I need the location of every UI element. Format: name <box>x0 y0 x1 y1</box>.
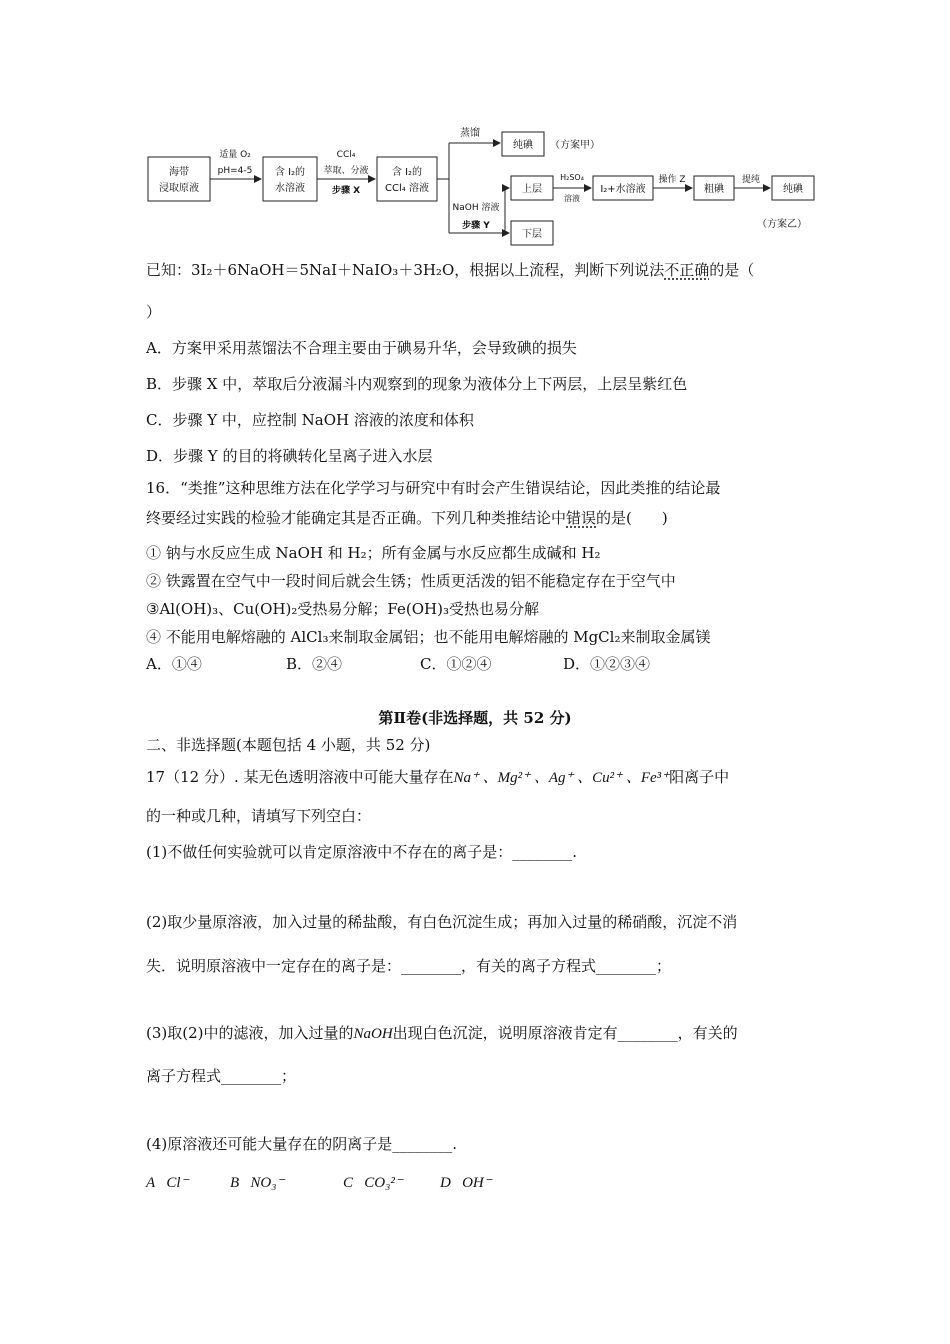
q17-part-1: (1)不做任何实验就可以肯定原溶液中不存在的离子是：________. <box>146 843 578 861</box>
q16-option-c: C．①②④ <box>420 655 492 673</box>
svg-text:纯碘: 纯碘 <box>513 140 533 151</box>
node-iodine-aqueous <box>263 157 317 201</box>
arrow-extract-mid-label: 萃取、分液 <box>323 166 369 176</box>
svg-text:CCl₄ 溶液: CCl₄ 溶液 <box>385 183 429 194</box>
plan-a-label: （方案甲） <box>550 140 600 151</box>
plan-b-label: （方案乙） <box>757 219 807 230</box>
section-ii-subtitle: 二、非选择题(本题包括 4 小题，共 52 分) <box>146 736 431 754</box>
svg-text:上层: 上层 <box>522 184 542 195</box>
q17-part-3-line2: 离子方程式________； <box>146 1067 297 1085</box>
node-crude-iodine <box>694 176 734 200</box>
iodine-extraction-flowchart <box>0 120 950 370</box>
q16-statement-2: ② 铁露置在空气中一段时间后就会生锈；性质更活泼的铝不能稳定存在于空气中 <box>146 572 676 590</box>
q17-stem-line1: 17（12 分）. 某无色透明溶液中可能大量存在Na⁺ 、Mg²⁺ 、Ag⁺ 、Cu²⁺ 、Fe³⁺阳离子中 <box>146 768 730 786</box>
svg-text:水溶液: 水溶液 <box>275 183 305 194</box>
purify-label: 提纯 <box>741 175 761 185</box>
arrow-oxidize-top-label: 适量 O₂ <box>219 150 251 160</box>
node-upper-layer <box>511 176 553 200</box>
q17-part-4: (4)原溶液还可能大量存在的阴离子是________. <box>146 1135 458 1153</box>
svg-text:下层: 下层 <box>522 229 542 240</box>
node-iodine-water <box>593 176 653 200</box>
q15-option-d: D．步骤 Y 的目的将碘转化呈离子进入水层 <box>146 447 433 465</box>
q16-option-b: B．②④ <box>286 655 343 673</box>
arrow-extract-top-label: CCl₄ <box>336 150 356 160</box>
svg-text:浸取原液: 浸取原液 <box>159 183 199 194</box>
q17-part-2-line1: (2)取少量原溶液，加入过量的稀盐酸，有白色沉淀生成；再加入过量的稀硝酸，沉淀不消 <box>146 913 738 931</box>
q17-part-2-line2: 失．说明原溶液中一定存在的离子是：________，有关的离子方程式________； <box>146 957 672 975</box>
operation-z-label: 操作 Z <box>658 175 686 185</box>
step-y-label: 步骤 Y <box>462 221 490 231</box>
q17-option-d: D OH⁻ <box>440 1175 492 1191</box>
node-iodine-ccl4 <box>377 157 437 201</box>
svg-text:含 I₂的: 含 I₂的 <box>391 167 423 178</box>
q16-statement-4: ④ 不能用电解熔融的 AlCl₃来制取金属铝；也不能用电解熔融的 MgCl₂来制取金属镁 <box>146 628 711 646</box>
arrow-oxidize-bottom-label: pH=4-5 <box>217 166 253 176</box>
q17-option-c: C CO₃²⁻ <box>343 1175 403 1191</box>
distill-label: 蒸馏 <box>460 128 480 139</box>
q15-known: 已知：3I₂＋6NaOH＝5NaI＋NaIO₃＋3H₂O，根据以上流程，判断下列说法不正确的是（ <box>146 261 755 279</box>
q16-statement-3: ③Al(OH)₃、Cu(OH)₂受热易分解；Fe(OH)₃受热也易分解 <box>146 600 539 618</box>
q16-option-a: A．①④ <box>146 655 202 673</box>
acid-solution-label: 溶液 <box>564 194 580 203</box>
q16-stem-line1: 16．“类推”这种思维方法在化学学习与研究中有时会产生错误结论，因此类推的结论最 <box>146 479 721 497</box>
q17-option-a: A Cl⁻ <box>146 1175 189 1191</box>
node-pure-iodine-b <box>772 176 814 200</box>
svg-text:含 I₂的: 含 I₂的 <box>274 167 306 178</box>
node-pure-iodine-a <box>502 132 544 156</box>
q15-option-c: C．步骤 Y 中，应控制 NaOH 溶液的浓度和体积 <box>146 411 474 429</box>
q16-statement-1: ① 钠与水反应生成 NaOH 和 H₂；所有金属与水反应都生成碱和 H₂ <box>146 544 601 562</box>
q17-option-b: B NO₃⁻ <box>230 1175 285 1191</box>
q15-option-a: A．方案甲采用蒸馏法不合理主要由于碘易升华，会导致碘的损失 <box>146 339 577 357</box>
q17-cation-list: Na⁺ 、Mg²⁺ 、Ag⁺ 、Cu²⁺ 、Fe³⁺ <box>453 770 670 786</box>
section-ii-title: 第Ⅱ卷(非选择题，共 52 分) <box>378 709 572 727</box>
q17-stem-line2: 的一种或几种，请填写下列空白： <box>146 807 372 825</box>
acid-label: H₂SO₄ <box>560 173 584 182</box>
node-kelp-extract <box>148 157 210 201</box>
svg-text:纯碘: 纯碘 <box>783 184 803 195</box>
q17-part-3-line1: (3)取(2)中的滤液，加入过量的NaOH出现白色沉淀，说明原溶液肯定有________，有关的 <box>146 1024 738 1042</box>
svg-text:海带: 海带 <box>169 167 189 178</box>
q15-option-b: B．步骤 X 中，萃取后分液漏斗内观察到的现象为液体分上下两层，上层呈紫红色 <box>146 375 688 393</box>
q16-stem-line2: 终要经过实践的检验才能确定其是否正确。下列几种类推结论中错误的是( ) <box>146 509 668 527</box>
svg-text:I₂+水溶液: I₂+水溶液 <box>600 184 646 195</box>
q16-option-d: D．①②③④ <box>563 655 651 673</box>
node-lower-layer <box>511 221 553 245</box>
svg-text:粗碘: 粗碘 <box>704 184 724 195</box>
q15-emphasis: 不正确 <box>664 261 710 279</box>
step-x-label: 步骤 X <box>331 186 361 196</box>
q15-close-paren: ） <box>146 303 162 321</box>
naoh-label: NaOH 溶液 <box>452 203 500 213</box>
